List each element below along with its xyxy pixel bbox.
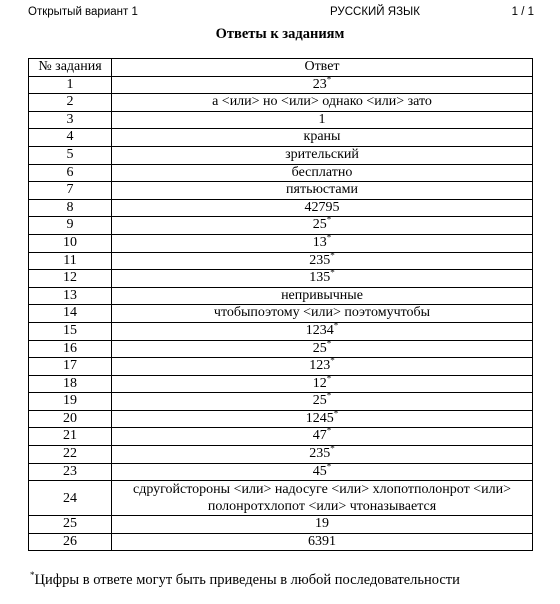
table-row: [29, 164, 533, 182]
answer-cell: [112, 375, 533, 393]
answer-cell: [112, 94, 533, 112]
task-number-cell: 14: [29, 305, 112, 323]
task-number-cell: 21: [29, 428, 112, 446]
answer-cell: [112, 199, 533, 217]
answer-cell: [112, 337, 533, 358]
table-row: [29, 234, 533, 252]
answer-text: непривычные: [281, 287, 363, 303]
answer-text: краны: [303, 129, 341, 145]
page-number: 1 / 1: [511, 6, 534, 18]
footnote-reference-mark: *: [326, 337, 332, 348]
table-row: [29, 199, 533, 217]
task-number-cell: 8: [29, 199, 112, 217]
answer-cell: [112, 443, 533, 464]
table-row: [29, 287, 533, 305]
answer-text: а <или> но <или> однако <или> зато: [212, 94, 432, 110]
footnote-reference-mark: *: [330, 249, 335, 260]
answer-cell: [112, 390, 533, 411]
footnote-reference-mark: *: [326, 425, 332, 436]
answer-cell: [112, 267, 533, 288]
answer-text: 12: [312, 375, 327, 391]
task-number-cell: 16: [29, 340, 112, 358]
footnote-reference-mark: *: [326, 73, 332, 84]
answer-text: 123: [309, 358, 331, 374]
answer-text: 42795: [304, 199, 340, 215]
task-number-cell: 7: [29, 182, 112, 200]
answer-text: 45: [312, 463, 327, 479]
answer-cell: [112, 111, 533, 129]
answer-cell: [112, 305, 533, 323]
task-number-cell: 4: [29, 129, 112, 147]
table-row: [29, 322, 533, 340]
footnote-reference-mark: *: [333, 408, 339, 419]
answer-cell: [112, 322, 533, 340]
answer-text: 25: [312, 217, 327, 233]
footnote-reference-mark: *: [326, 232, 332, 243]
footnote-text: Цифры в ответе могут быть приведены в любой последовательности: [34, 572, 460, 588]
answer-cell: [112, 214, 533, 235]
answer-cell: [112, 164, 533, 182]
answers-table: [28, 58, 533, 551]
table-row: [29, 358, 533, 376]
answer-text: пятьюстами: [286, 182, 358, 198]
table-row: [29, 129, 533, 147]
task-number-cell: 5: [29, 146, 112, 164]
task-number-cell: 1: [29, 76, 112, 94]
task-number-cell: 3: [29, 111, 112, 129]
answer-cell: [112, 481, 533, 516]
footnote-reference-mark: *: [326, 461, 332, 471]
task-number-cell: 25: [29, 516, 112, 534]
answer-cell: [112, 425, 533, 446]
answer-text: 23: [312, 76, 327, 92]
footnote-reference-mark: *: [326, 214, 332, 225]
table-row: [29, 252, 533, 270]
task-number-cell: 22: [29, 446, 112, 464]
page-title: Ответы к заданиям: [215, 26, 345, 42]
table-row: [29, 446, 533, 464]
table-row: [29, 146, 533, 164]
footnote-reference-mark: *: [330, 355, 335, 366]
answer-text: 47: [312, 428, 327, 444]
table-row: [29, 463, 533, 481]
table-row: [29, 410, 533, 428]
table-row: [29, 111, 533, 129]
answer-cell: [112, 410, 533, 428]
table-row: [29, 340, 533, 358]
task-number-cell: 13: [29, 287, 112, 305]
footnote-mark: *: [30, 570, 35, 581]
table-row: [29, 94, 533, 112]
variant-label: Открытый вариант 1: [28, 6, 138, 18]
answer-text: 135: [309, 270, 331, 286]
task-number-cell: 15: [29, 322, 112, 340]
answer-text: 1234: [305, 322, 334, 338]
answer-text: сдругойстороны <или> надосуге <или> хлопотполонрот <или> полонротхлопот <или> чтоназывается: [133, 482, 511, 515]
answer-cell: [112, 355, 533, 376]
footnote-reference-mark: *: [333, 320, 339, 331]
task-number-cell: 10: [29, 234, 112, 252]
table-row: [29, 481, 533, 516]
answer-text: 6391: [308, 533, 336, 549]
task-number-cell: 26: [29, 533, 112, 551]
column-header-answer: Ответ: [112, 59, 533, 77]
answer-text: 1: [318, 111, 326, 127]
task-number-cell: 11: [29, 252, 112, 270]
footnote: [30, 572, 460, 589]
table-row: [29, 182, 533, 200]
table-header-row: [29, 59, 533, 77]
answer-text: бесплатно: [291, 164, 353, 180]
answer-text: 25: [312, 393, 327, 409]
answer-text: 235: [309, 446, 331, 462]
answer-cell: [112, 249, 533, 270]
footnote-reference-mark: *: [326, 373, 332, 384]
answer-cell: [112, 516, 533, 534]
answer-text: 235: [309, 252, 331, 268]
task-number-cell: 12: [29, 270, 112, 288]
footnote-reference-mark: *: [330, 267, 335, 278]
task-number-cell: 6: [29, 164, 112, 182]
task-number-cell: 24: [29, 481, 112, 516]
answer-text: 19: [315, 516, 329, 532]
table-row: [29, 516, 533, 534]
answers-table-body: [29, 73, 533, 551]
answer-text: 25: [312, 340, 327, 356]
answer-cell: [112, 146, 533, 164]
table-row: [29, 305, 533, 323]
answer-text: зрительский: [285, 146, 359, 162]
column-header-number: № задания: [29, 59, 112, 77]
answer-cell: [112, 287, 533, 305]
answer-cell: [112, 234, 533, 252]
answer-cell: [112, 533, 533, 551]
footnote-reference-mark: *: [330, 443, 335, 454]
task-number-cell: 20: [29, 410, 112, 428]
task-number-cell: 9: [29, 217, 112, 235]
answer-text: 13: [312, 234, 327, 250]
task-number-cell: 18: [29, 375, 112, 393]
table-row: [29, 375, 533, 393]
task-number-cell: 2: [29, 94, 112, 112]
answer-text: 1245: [305, 410, 334, 426]
answer-cell: [112, 73, 533, 94]
table-row: [29, 217, 533, 235]
subject-label: РУССКИЙ ЯЗЫК: [330, 6, 420, 18]
answer-cell: [112, 463, 533, 481]
footnote-reference-mark: *: [326, 390, 332, 401]
table-row: [29, 76, 533, 94]
task-number-cell: 23: [29, 463, 112, 481]
table-row: [29, 270, 533, 288]
page-header: [28, 6, 534, 22]
answer-cell: [112, 129, 533, 147]
table-row: [29, 533, 533, 551]
task-number-cell: 19: [29, 393, 112, 411]
answer-text: чтобыпоэтому <или> поэтомучтобы: [213, 305, 431, 321]
answer-cell: [112, 182, 533, 200]
task-number-cell: 17: [29, 358, 112, 376]
table-row: [29, 393, 533, 411]
table-row: [29, 428, 533, 446]
